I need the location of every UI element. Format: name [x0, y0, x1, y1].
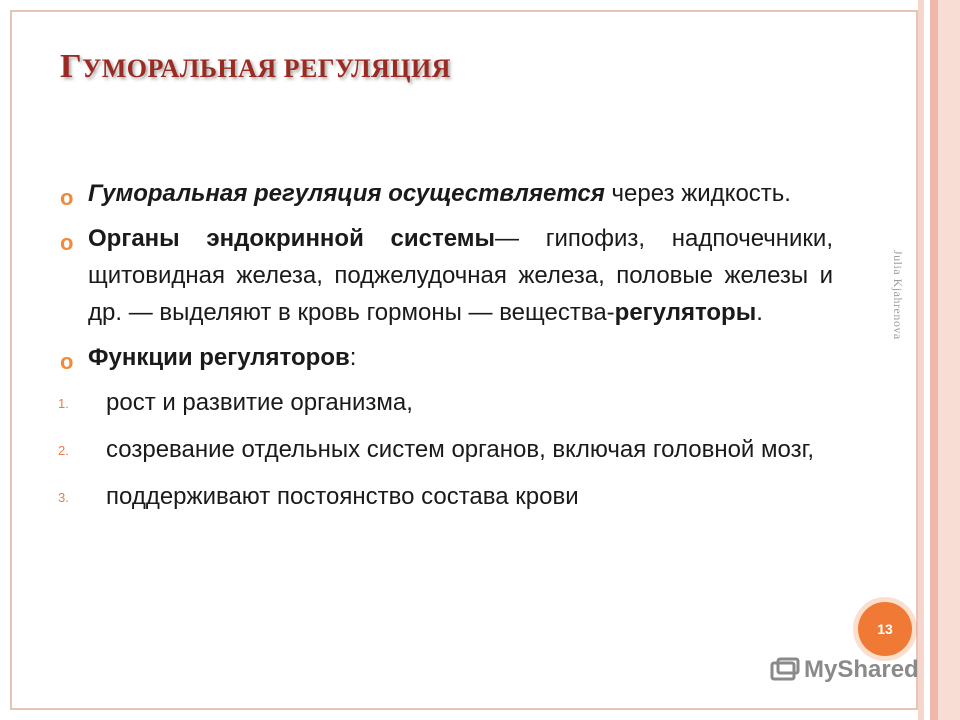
title-first-letter: Г — [60, 48, 83, 85]
bullet-marker-icon: o — [60, 185, 74, 210]
bullet-item — [58, 339, 833, 376]
item-number: 1. — [58, 396, 69, 411]
numbered-item — [58, 384, 833, 421]
author-side-note: Julia Kjahrenova — [891, 250, 905, 340]
page-number: 13 — [877, 621, 893, 637]
bullet-marker-icon: o — [60, 349, 74, 374]
item-number: 2. — [58, 443, 69, 458]
bullet-tail: . — [756, 299, 763, 326]
bullet-emphasis: Гуморальная регуляция осуществляется — [88, 180, 605, 207]
myshared-watermark[interactable] — [770, 656, 919, 684]
bullet-item — [58, 175, 833, 212]
item-text: поддерживают постоянство состава крови — [106, 483, 579, 510]
myshared-logo-icon — [770, 657, 800, 683]
bullet-bold-term: регуляторы — [614, 299, 757, 326]
decorative-side-band — [918, 0, 960, 720]
numbered-item — [58, 478, 833, 515]
bullet-item — [58, 220, 833, 331]
slide-title — [60, 48, 451, 86]
bullet-marker-icon: o — [60, 230, 74, 255]
bullet-bold: Органы эндокринной системы — [88, 225, 496, 252]
page-number-badge — [858, 602, 912, 656]
item-text: рост и развитие организма, — [106, 389, 413, 416]
item-number: 3. — [58, 490, 69, 505]
bullet-bold: Функции регуляторов — [88, 344, 350, 371]
numbered-item — [58, 431, 833, 468]
watermark-text: MyShared — [804, 656, 919, 683]
title-rest: УМОРАЛЬНАЯ РЕГУЛЯЦИЯ — [82, 54, 451, 83]
bullet-text: через жидкость. — [604, 180, 791, 207]
bullet-text: : — [349, 344, 357, 371]
bullet-text: — гипофиз, надпочечники, щитовидная железа, поджелудочная железа, половые железы и др. — выделяют в кровь гормоны — вещества- — [88, 225, 833, 326]
item-text: созревание отдельных систем органов, включая головной мозг, — [106, 436, 815, 463]
slide-content — [58, 175, 833, 525]
